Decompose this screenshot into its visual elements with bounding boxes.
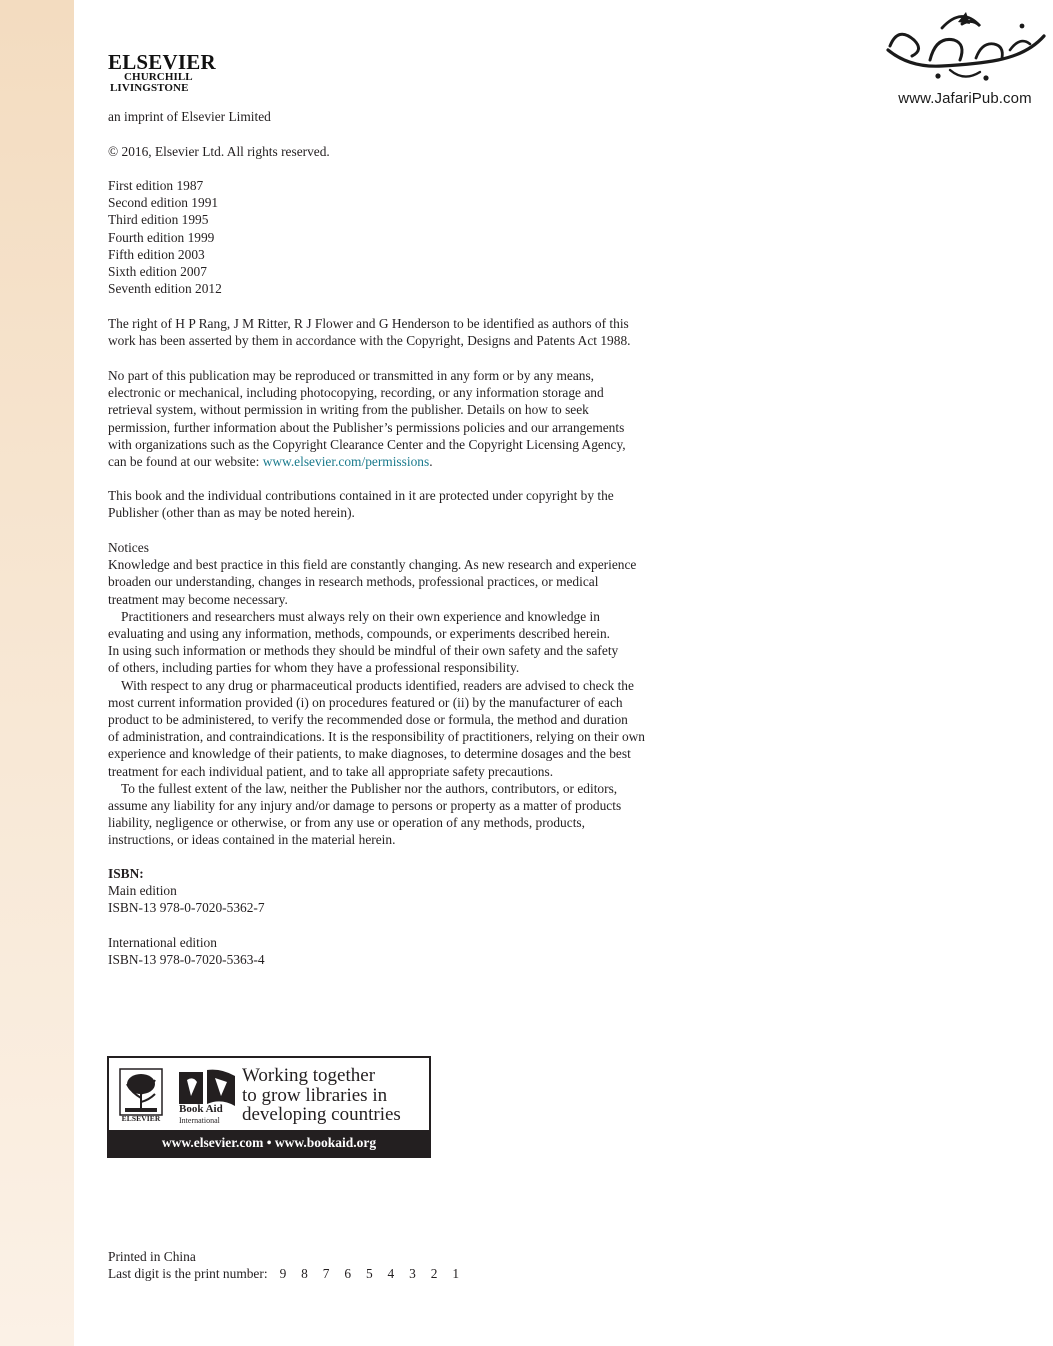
permissions-link[interactable]: www.elsevier.com/permissions	[262, 454, 430, 470]
print-number: 4	[387, 1266, 395, 1281]
isbn-intl-label: International edition	[108, 934, 217, 950]
isbn-section	[108, 865, 265, 968]
notices-heading: Notices	[108, 540, 149, 555]
printed-in: Printed in China	[108, 1249, 196, 1264]
book-aid-slogan	[242, 1066, 432, 1125]
paragraph-line: This book and the individual contributions contained in it are protected under copyright by the	[108, 488, 614, 503]
author-rights-paragraph	[108, 315, 630, 349]
edition-item: Second edition 1991	[108, 195, 219, 211]
paragraph-line: treatment for each individual patient, and to take all appropriate safety precautions.	[108, 763, 554, 779]
paragraph-line: instructions, or ideas contained in the material herein.	[108, 832, 396, 848]
edition-item: First edition 1987	[108, 178, 204, 193]
logo-elsevier: ELSEVIER	[108, 50, 216, 74]
paragraph-line: permission, further information about the Publisher’s permissions policies and our arrangements	[108, 419, 625, 435]
paragraph-line	[108, 453, 626, 470]
paragraph-line: assume any liability for any injury and/or damage to persons or property as a matter of products	[108, 798, 622, 814]
slogan-line: to grow libraries in	[242, 1084, 388, 1106]
paragraph-line: product to be administered, to verify the recommended dose or formula, the method and duration	[108, 712, 628, 728]
book-aid-banner	[107, 1056, 431, 1158]
edition-item: Seventh edition 2012	[108, 281, 222, 297]
print-number: 3	[409, 1266, 416, 1281]
paragraph-line: The right of H P Rang, J M Ritter, R J Flower and G Henderson to be identified as authors of this	[108, 316, 629, 331]
edition-item: Sixth edition 2007	[108, 264, 207, 280]
paragraph-line: of administration, and contraindications. It is the responsibility of practitioners, relying on their own	[108, 729, 645, 745]
paragraph-line: Practitioners and researchers must always rely on their own experience and knowledge in	[121, 608, 600, 624]
slogan-line: developing countries	[242, 1104, 401, 1125]
book-aid-footer: www.elsevier.com • www.bookaid.org	[109, 1130, 429, 1156]
protection-paragraph	[108, 487, 614, 521]
paragraph-line: To the fullest extent of the law, neither the Publisher nor the authors, contributors, or editors,	[121, 780, 618, 796]
paragraph-line: work has been asserted by them in accordance with the Copyright, Designs and Patents Act 1988.	[108, 333, 631, 349]
print-number: 8	[301, 1266, 308, 1281]
slogan-line: Working together	[242, 1065, 376, 1086]
edition-item: Third edition 1995	[108, 212, 209, 228]
notices-section	[108, 539, 645, 849]
book-aid-name: Book Aid	[179, 1103, 223, 1115]
paragraph-line: Knowledge and best practice in this field are constantly changing. As new research and experience	[108, 557, 637, 573]
paragraph-line: In using such information or methods they should be mindful of their own safety and the safety	[108, 643, 619, 659]
paragraph-line: electronic or mechanical, including photocopying, recording, or any information storage and	[108, 385, 604, 401]
paragraph-line: most current information provided (i) on procedures featured or (ii) by the manufacturer of each	[108, 694, 623, 710]
paragraph-line: broaden our understanding, changes in research methods, professional practices, or medical	[108, 574, 599, 590]
calligraphy-logo-icon	[880, 6, 1050, 90]
paragraph-text: can be found at our website:	[108, 454, 263, 470]
paragraph-line: No part of this publication may be reproduced or transmitted in any form or by any means,	[108, 368, 595, 383]
paragraph-line: evaluating and using any information, methods, compounds, or experiments described herein.	[108, 626, 611, 642]
print-number: 9	[279, 1266, 287, 1281]
paragraph-line: retrieval system, without permission in writing from the publisher. Details on how to seek	[108, 402, 589, 418]
print-number: 2	[430, 1266, 438, 1281]
watermark	[880, 6, 1050, 110]
watermark-url: www.JafariPub.com	[898, 90, 1032, 107]
book-aid-label	[179, 1104, 241, 1126]
publisher-logo	[108, 52, 258, 94]
isbn-heading: ISBN:	[108, 866, 144, 881]
copyright-line: © 2016, Elsevier Ltd. All rights reserved.	[108, 144, 330, 159]
print-number: 5	[365, 1266, 373, 1281]
isbn-main-label: Main edition	[108, 883, 177, 899]
print-number: 1	[452, 1266, 460, 1281]
imprint-line: an imprint of Elsevier Limited	[108, 109, 271, 124]
permissions-paragraph	[108, 367, 626, 470]
paragraph-line: with organizations such as the Copyright Clearance Center and the Copyright Licensing Agency,	[108, 436, 626, 452]
isbn-main-value: ISBN-13 978-0-7020-5362-7	[108, 900, 265, 916]
print-number: 6	[344, 1266, 352, 1281]
paragraph-line: With respect to any drug or pharmaceutical products identified, readers are advised to check the	[121, 677, 634, 693]
page-side-band	[0, 0, 74, 1346]
paragraph-line: Publisher (other than as may be noted herein).	[108, 505, 355, 521]
logo-livingstone: LIVINGSTONE	[110, 82, 189, 94]
paragraph-line: liability, negligence or otherwise, or from any use or operation of any methods, products,	[108, 815, 585, 831]
paragraph-line: treatment may become necessary.	[108, 591, 288, 607]
print-number-label: Last digit is the print number:	[108, 1266, 268, 1281]
paragraph-line: experience and knowledge of their patients, to make diagnoses, to determine dosages and the best	[108, 746, 631, 762]
isbn-intl-value: ISBN-13 978-0-7020-5363-4	[108, 952, 265, 967]
logo-churchill: CHURCHILL	[124, 71, 193, 83]
paragraph-line: of others, including parties for whom they have a professional responsibility.	[108, 660, 520, 676]
elsevier-label: ELSEVIER	[121, 1114, 161, 1123]
paragraph-text: .	[429, 454, 433, 470]
editions-list	[108, 177, 222, 297]
print-number: 7	[322, 1266, 330, 1281]
edition-item: Fourth edition 1999	[108, 229, 215, 245]
edition-item: Fifth edition 2003	[108, 246, 205, 262]
book-aid-sub: International	[179, 1116, 220, 1125]
print-number-line	[108, 1265, 474, 1282]
